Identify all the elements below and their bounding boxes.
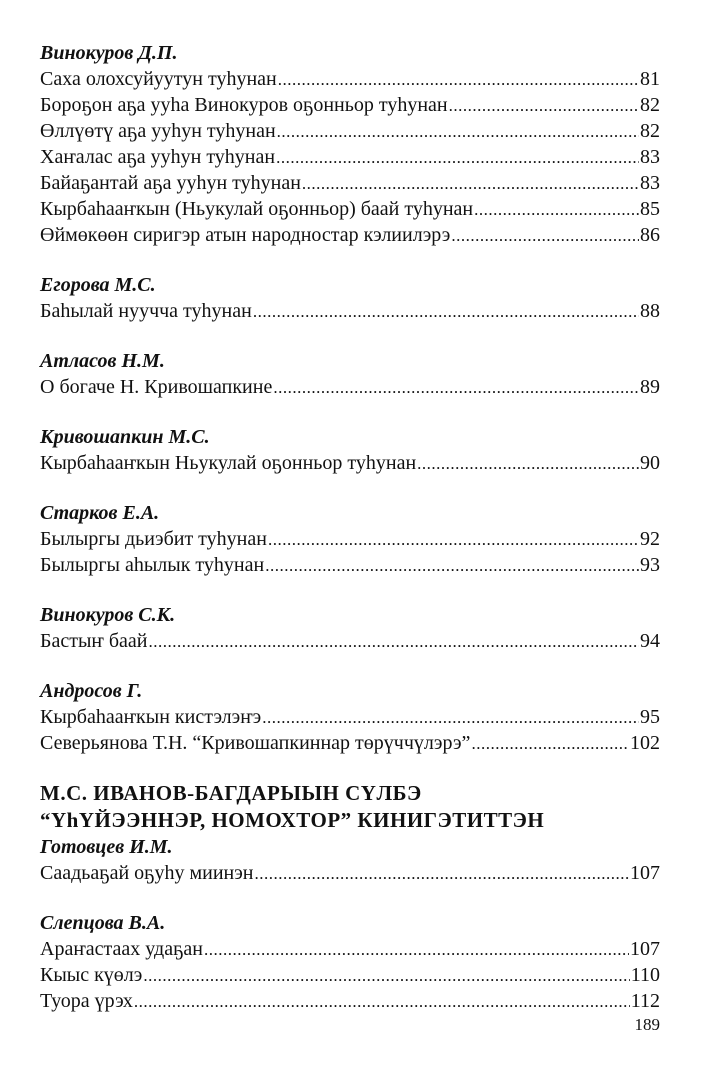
entry-title: О богаче Н. Кривошапкине xyxy=(40,376,273,398)
entry-page: 83 xyxy=(640,172,660,194)
author-name: Старков Е.А. xyxy=(40,502,160,524)
dot-leader xyxy=(149,629,639,655)
dot-leader xyxy=(265,553,639,579)
toc-entry xyxy=(40,66,660,92)
toc-section xyxy=(40,910,660,1014)
dot-leader xyxy=(134,989,630,1015)
author-name: Андросов Г. xyxy=(40,680,143,702)
entry-page: 89 xyxy=(640,376,660,398)
dot-leader xyxy=(302,171,639,197)
toc-entry xyxy=(40,222,660,248)
entry-title: Бороҕон аҕа ууhа Винокуров оҕонньор туhунан xyxy=(40,94,448,116)
toc-section xyxy=(40,424,660,476)
dot-leader xyxy=(474,197,639,223)
toc-entry xyxy=(40,526,660,552)
author-name: Готовцев И.М. xyxy=(40,836,173,858)
entry-title: Кырбаhааҥкын (Ньукулай оҕонньор) баай туhунан xyxy=(40,198,474,220)
entry-title: Хаҥалас аҕа ууhун туhунан xyxy=(40,146,276,168)
entry-page: 82 xyxy=(640,94,660,116)
dot-leader xyxy=(204,937,629,963)
toc-entry xyxy=(40,170,660,196)
toc-entry xyxy=(40,196,660,222)
collection-heading xyxy=(40,780,660,834)
dot-leader xyxy=(471,731,629,757)
author-name: Атласов Н.М. xyxy=(40,350,165,372)
entry-title: Саха олохсуйуутун туhунан xyxy=(40,68,277,90)
table-of-contents xyxy=(40,40,660,1050)
entry-page: 95 xyxy=(640,706,660,728)
entry-page: 112 xyxy=(630,990,660,1012)
dot-leader xyxy=(268,527,639,553)
entry-page: 85 xyxy=(640,198,660,220)
dot-leader xyxy=(273,375,639,401)
author-name: Слепцова В.А. xyxy=(40,912,166,934)
dot-leader xyxy=(417,451,639,477)
toc-entry xyxy=(40,988,660,1014)
entry-page: 81 xyxy=(640,68,660,90)
entry-title: Былыргы дьиэбит туhунан xyxy=(40,528,267,550)
entry-page: 102 xyxy=(630,732,660,754)
heading-line-2: “YhYЙЭЭННЭР, НОМОХТОР” КИНИГЭТИТТЭН xyxy=(40,808,545,832)
toc-entry xyxy=(40,118,660,144)
toc-entry xyxy=(40,450,660,476)
entry-page: 107 xyxy=(630,938,660,960)
entry-title: Кыыс күөлэ xyxy=(40,964,143,986)
toc-entry xyxy=(40,92,660,118)
toc-section xyxy=(40,272,660,324)
toc-entry xyxy=(40,628,660,654)
toc-section xyxy=(40,348,660,400)
dot-leader xyxy=(255,861,629,887)
dot-leader xyxy=(277,119,639,145)
dot-leader xyxy=(278,67,639,93)
toc-section xyxy=(40,834,660,886)
page-number: 189 xyxy=(634,1015,660,1034)
entry-title: Араҥастаах удаҕан xyxy=(40,938,203,960)
toc-section xyxy=(40,500,660,578)
entry-title: Туора үрэх xyxy=(40,990,133,1012)
dot-leader xyxy=(262,705,639,731)
dot-leader xyxy=(143,963,629,989)
entry-title: Өймөкөөн сиригэр атын народностар кэлиилэрэ xyxy=(40,224,451,246)
entry-page: 82 xyxy=(640,120,660,142)
entry-title: Байаҕантай аҕа ууhун туhунан xyxy=(40,172,301,194)
author-name: Винокуров С.К. xyxy=(40,604,176,626)
entry-title: Кырбаhааҥкын кистэлэҥэ xyxy=(40,706,262,728)
entry-page: 93 xyxy=(640,554,660,576)
entry-title: Баhылай нуучча туhунан xyxy=(40,300,252,322)
dot-leader xyxy=(449,93,639,119)
entry-title: Өллүөтү аҕа ууhун туhунан xyxy=(40,120,276,142)
toc-entry xyxy=(40,936,660,962)
toc-entry xyxy=(40,144,660,170)
toc-section xyxy=(40,602,660,654)
toc-entry xyxy=(40,962,660,988)
toc-entry xyxy=(40,298,660,324)
toc-entry xyxy=(40,552,660,578)
entry-page: 92 xyxy=(640,528,660,550)
toc-entry xyxy=(40,374,660,400)
dot-leader xyxy=(276,145,639,171)
toc-entry xyxy=(40,860,660,886)
toc-section xyxy=(40,40,660,248)
entry-title: Кырбаhааҥкын Ньукулай оҕонньор туhунан xyxy=(40,452,417,474)
author-name: Егорова М.С. xyxy=(40,274,156,296)
heading-line-1: М.С. ИВАНОВ-БАГДАРЫЫН СҮЛБЭ xyxy=(40,781,422,805)
entry-title: Былыргы аhылык туhунан xyxy=(40,554,265,576)
toc-entry xyxy=(40,730,660,756)
dot-leader xyxy=(253,299,639,325)
toc-entry xyxy=(40,704,660,730)
entry-page: 86 xyxy=(640,224,660,246)
entry-page: 94 xyxy=(640,630,660,652)
entry-page: 110 xyxy=(630,964,660,986)
entry-page: 107 xyxy=(630,862,660,884)
entry-page: 90 xyxy=(640,452,660,474)
dot-leader xyxy=(451,223,639,249)
author-name: Винокуров Д.П. xyxy=(40,42,178,64)
entry-title: Саадьаҕай оҕуhу миинэн xyxy=(40,862,254,884)
author-name: Кривошапкин М.С. xyxy=(40,426,210,448)
entry-page: 83 xyxy=(640,146,660,168)
entry-page: 88 xyxy=(640,300,660,322)
toc-section xyxy=(40,678,660,756)
entry-title: Северьянова Т.Н. “Кривошапкиннар төрүччүлэрэ” xyxy=(40,732,471,754)
entry-title: Бастыҥ баай xyxy=(40,630,148,652)
